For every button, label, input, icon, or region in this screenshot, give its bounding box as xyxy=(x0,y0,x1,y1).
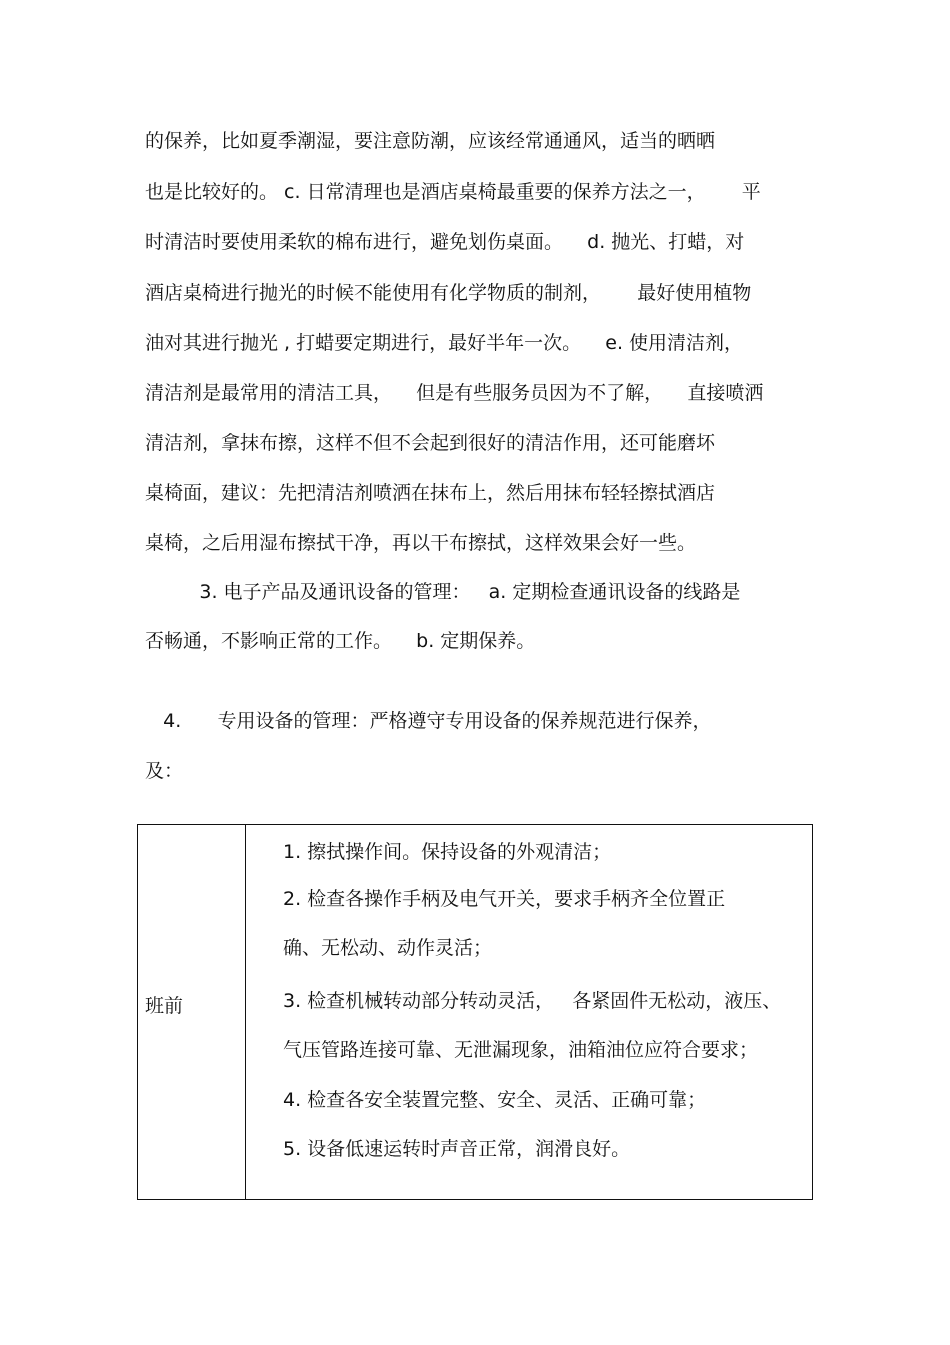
paragraph-line-11: 否畅通，不影响正常的工作。 b. 定期保养。 xyxy=(145,630,536,652)
paragraph-line-1: 的保养，比如夏季潮湿，要注意防潮，应该经常通通风，适当的晒晒 xyxy=(145,130,716,152)
paragraph-line-5: 油对其进行抛光 , 打蜡要定期进行，最好半年一次。 e. 使用清洁剂， xyxy=(145,332,744,354)
paragraph-line-2: 也是比较好的。 c. 日常清理也是酒店桌椅最重要的保养方法之一， 平 xyxy=(145,181,761,203)
table-item-6: 4. 检查各安全装置完整、安全、灵活、正确可靠； xyxy=(283,1089,707,1111)
paragraph-line-8: 桌椅面，建议：先把清洁剂喷洒在抹布上，然后用抹布轻轻擦拭酒店 xyxy=(145,482,716,504)
shift-label: 班前 xyxy=(145,995,184,1017)
table-item-3: 确、无松动、动作灵活； xyxy=(283,937,493,959)
section-4-continuation: 及： xyxy=(145,760,184,782)
paragraph-line-9: 桌椅，之后用湿布擦拭干净，再以干布擦拭，这样效果会好一些。 xyxy=(145,532,697,554)
table-item-1: 1. 擦拭操作间。保持设备的外观清洁； xyxy=(283,841,612,863)
table-column-divider xyxy=(245,825,246,1199)
table-item-5: 气压管路连接可靠、无泄漏现象，油箱油位应符合要求； xyxy=(283,1039,759,1061)
table-item-2: 2. 检查各操作手柄及电气开关，要求手柄齐全位置正 xyxy=(283,888,726,910)
paragraph-line-10: 3. 电子产品及通讯设备的管理： a. 定期检查通讯设备的线路是 xyxy=(145,581,741,603)
table-item-7: 5. 设备低速运转时声音正常，润滑良好。 xyxy=(283,1138,631,1160)
paragraph-line-3: 时清洁时要使用柔软的棉布进行，避免划伤桌面。 d. 抛光、打蜡，对 xyxy=(145,231,745,253)
maintenance-table xyxy=(137,824,813,1200)
section-4-heading: 4. 专用设备的管理：严格遵守专用设备的保养规范进行保养， xyxy=(145,710,712,732)
table-item-4: 3. 检查机械转动部分转动灵活， 各紧固件无松动，液压、 xyxy=(283,990,782,1012)
paragraph-line-7: 清洁剂，拿抹布擦，这样不但不会起到很好的清洁作用，还可能磨坏 xyxy=(145,432,716,454)
paragraph-line-6: 清洁剂是最常用的清洁工具， 但是有些服务员因为不了解， 直接喷洒 xyxy=(145,382,764,404)
paragraph-line-4: 酒店桌椅进行抛光的时候不能使用有化学物质的制剂， 最好使用植物 xyxy=(145,282,752,304)
